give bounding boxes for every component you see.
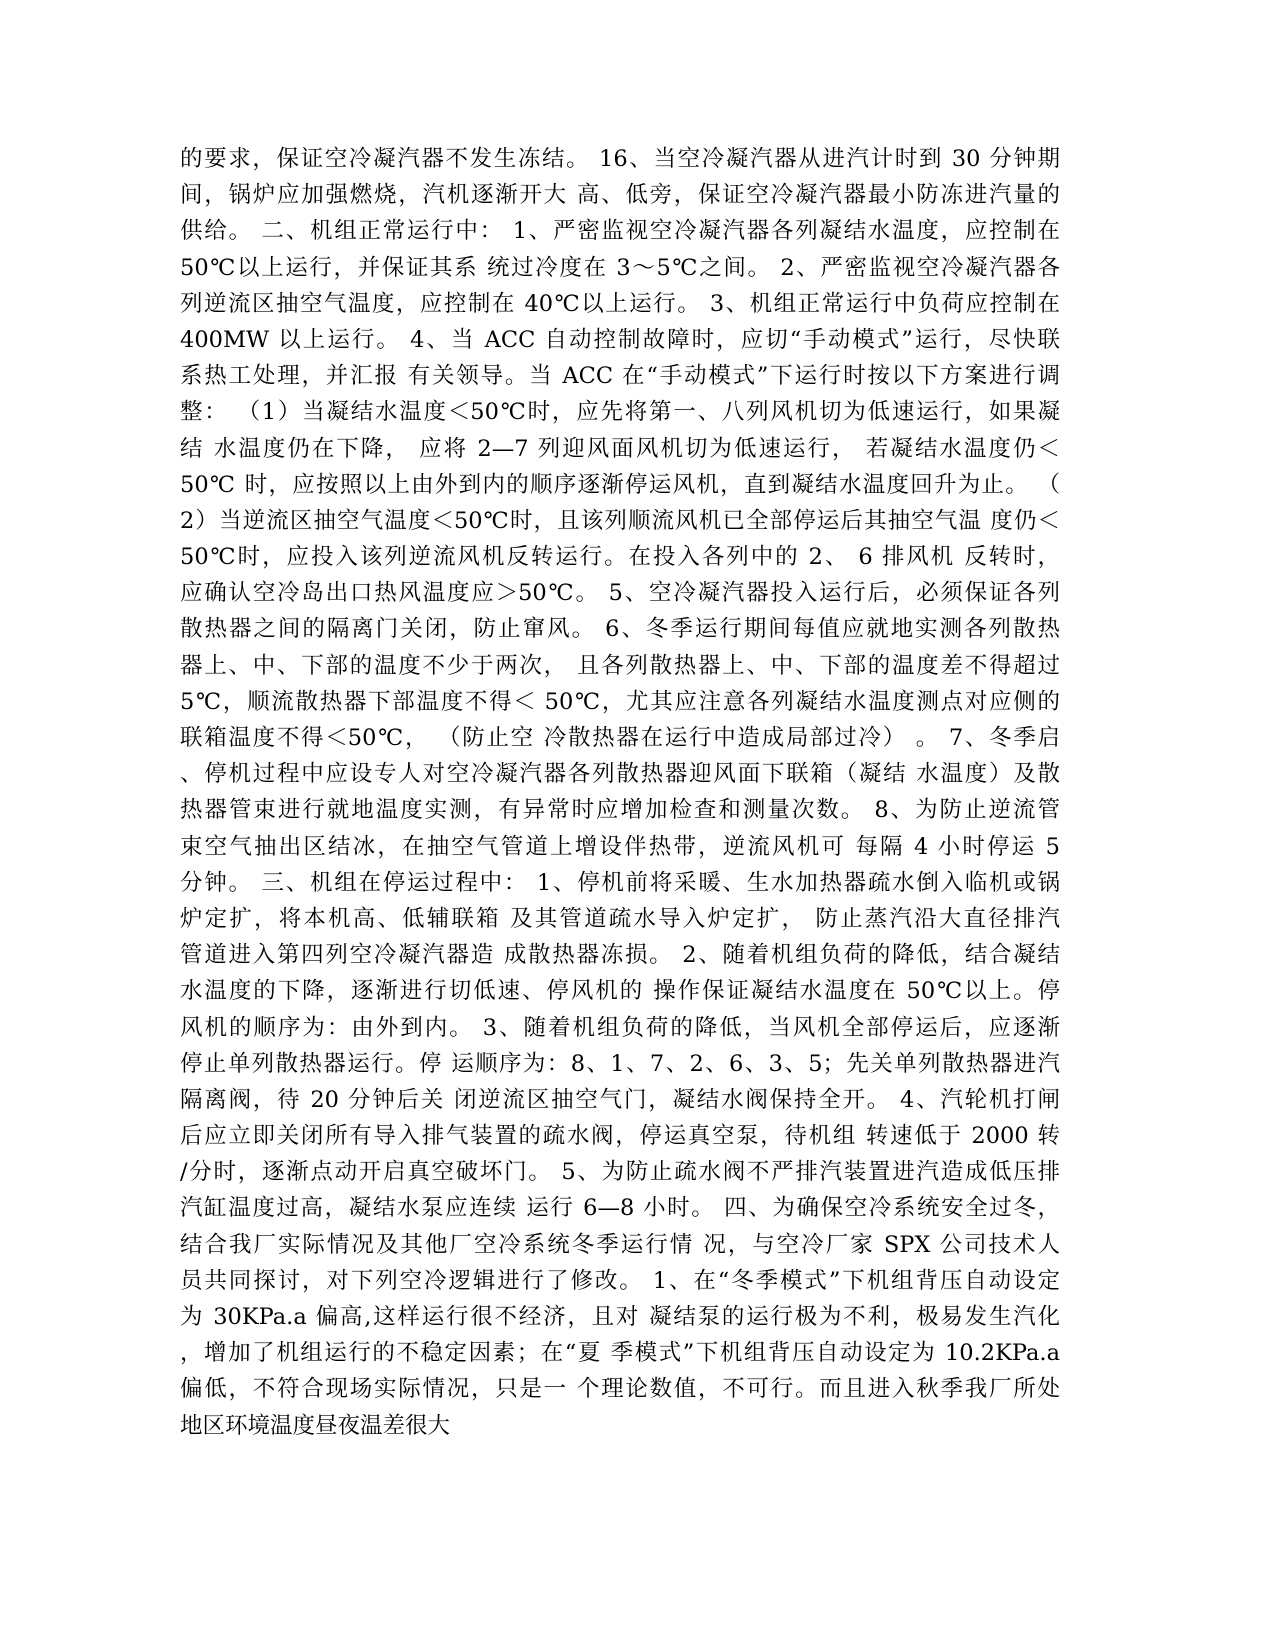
text-line: ，增加了机组运行的不稳定因素；在“夏 季模式”下机组背压自动设定为 10.2KPa.a xyxy=(180,1340,1060,1367)
text-line: 隔离阀，待 20 分钟后关 闭逆流区抽空气门，凝结水阀保持全开。 4、汽轮机打闸 xyxy=(180,1086,1060,1113)
text-line: 偏低，不符合现场实际情况，只是一 个理论数值，不可行。而且进入秋季我厂所处 xyxy=(180,1376,1060,1403)
text-line: 散热器之间的隔离门关闭，防止窜风。 6、冬季运行期间每值应就地实测各列散热 xyxy=(180,616,1060,643)
text-line: 应确认空冷岛出口热风温度应＞50℃。 5、空冷凝汽器投入运行后，必须保证各列 xyxy=(180,580,1060,607)
text-line: 供给。 二、机组正常运行中： 1、严密监视空冷凝汽器各列凝结水温度，应控制在 xyxy=(180,218,1060,245)
text-line: 停止单列散热器运行。停 运顺序为：8、1、7、2、6、3、5；先关单列散热器进汽 xyxy=(180,1050,1060,1077)
text-line: 为 30KPa.a 偏高,这样运行很不经济，且对 凝结泵的运行极为不利，极易发生汽化 xyxy=(180,1304,1060,1330)
text-line: 整： （1）当凝结水温度＜50℃时，应先将第一、八列风机切为低速运行，如果凝 xyxy=(180,399,1060,426)
text-line: 400MW 以上运行。 4、当 ACC 自动控制故障时，应切“手动模式”运行，尽快联 xyxy=(180,326,1060,353)
text-line: 分钟。 三、机组在停运过程中： 1、停机前将采暖、生水加热器疏水倒入临机或锅 xyxy=(180,869,1060,896)
text-line: 后应立即关闭所有导入排气装置的疏水阀，停运真空泵，待机组 转速低于 2000 转 xyxy=(180,1123,1060,1150)
text-line: 结合我厂实际情况及其他厂空冷系统冬季运行情 况，与空冷厂家 SPX 公司技术人 xyxy=(180,1231,1060,1258)
text-line: 水温度的下降，逐渐进行切低速、停风机的 操作保证凝结水温度在 50℃以上。停 xyxy=(180,978,1060,1005)
text-line: 联箱温度不得＜50℃， （防止空 冷散热器在运行中造成局部过冷） 。 7、冬季启 xyxy=(180,725,1060,751)
text-line: 间，锅炉应加强燃烧，汽机逐渐开大 高、低旁，保证空冷凝汽器最小防冻进汽量的 xyxy=(180,182,1060,209)
text-line: 、停机过程中应设专人对空冷凝汽器各列散热器迎风面下联箱（凝结 水温度）及散 xyxy=(180,761,1060,788)
text-line: /分时，逐渐点动开启真空破坏门。 5、为防止疏水阀不严排汽装置进汽造成低压排 xyxy=(180,1159,1060,1186)
text-line: 50℃时，应投入该列逆流风机反转运行。在投入各列中的 2、 6 排风机 反转时， xyxy=(180,544,1060,571)
text-line: 汽缸温度过高，凝结水泵应连续 运行 6—8 小时。 四、为确保空冷系统安全过冬， xyxy=(180,1195,1060,1222)
text-line: 5℃，顺流散热器下部温度不得＜ 50℃，尤其应注意各列凝结水温度测点对应侧的 xyxy=(180,688,1060,715)
text-line: 管道进入第四列空冷凝汽器造 成散热器冻损。 2、随着机组负荷的降低，结合凝结 xyxy=(180,942,1060,969)
text-line: 列逆流区抽空气温度，应控制在 40℃以上运行。 3、机组正常运行中负荷应控制在 xyxy=(180,290,1060,317)
text-line: 的要求，保证空冷凝汽器不发生冻结。 16、当空冷凝汽器从进汽计时到 30 分钟期 xyxy=(180,146,1060,172)
text-line: 束空气抽出区结冰，在抽空气管道上增设伴热带，逆流风机可 每隔 4 小时停运 5 xyxy=(180,833,1060,860)
text-line: 结 水温度仍在下降， 应将 2—7 列迎风面风机切为低速运行， 若凝结水温度仍＜ xyxy=(180,435,1060,462)
text-line: 风机的顺序为：由外到内。 3、随着机组负荷的降低，当风机全部停运后，应逐渐 xyxy=(180,1014,1060,1041)
body-text xyxy=(180,141,1060,1444)
text-line: 器上、中、下部的温度不少于两次， 且各列散热器上、中、下部的温度差不得超过 xyxy=(180,652,1060,679)
text-line: 2）当逆流区抽空气温度＜50℃时，且该列顺流风机已全部停运后其抽空气温 度仍＜ xyxy=(180,507,1060,534)
text-line: 地区环境温度昼夜温差很大 xyxy=(180,1412,451,1439)
text-line: 炉定扩，将本机高、低辅联箱 及其管道疏水导入炉定扩， 防止蒸汽沿大直径排汽 xyxy=(180,905,1060,932)
text-line: 50℃ 时，应按照以上由外到内的顺序逐渐停运风机，直到凝结水温度回升为止。 （ xyxy=(180,471,1060,498)
text-line: 员共同探讨，对下列空冷逻辑进行了修改。 1、在“冬季模式”下机组背压自动设定 xyxy=(180,1267,1060,1294)
text-line: 50℃以上运行，并保证其系 统过冷度在 3～5℃之间。 2、严密监视空冷凝汽器各 xyxy=(180,254,1060,281)
text-line: 系热工处理，并汇报 有关领导。当 ACC 在“手动模式”下运行时按以下方案进行调 xyxy=(180,363,1060,390)
text-line: 热器管束进行就地温度实测，有异常时应增加检查和测量次数。 8、为防止逆流管 xyxy=(180,797,1060,824)
